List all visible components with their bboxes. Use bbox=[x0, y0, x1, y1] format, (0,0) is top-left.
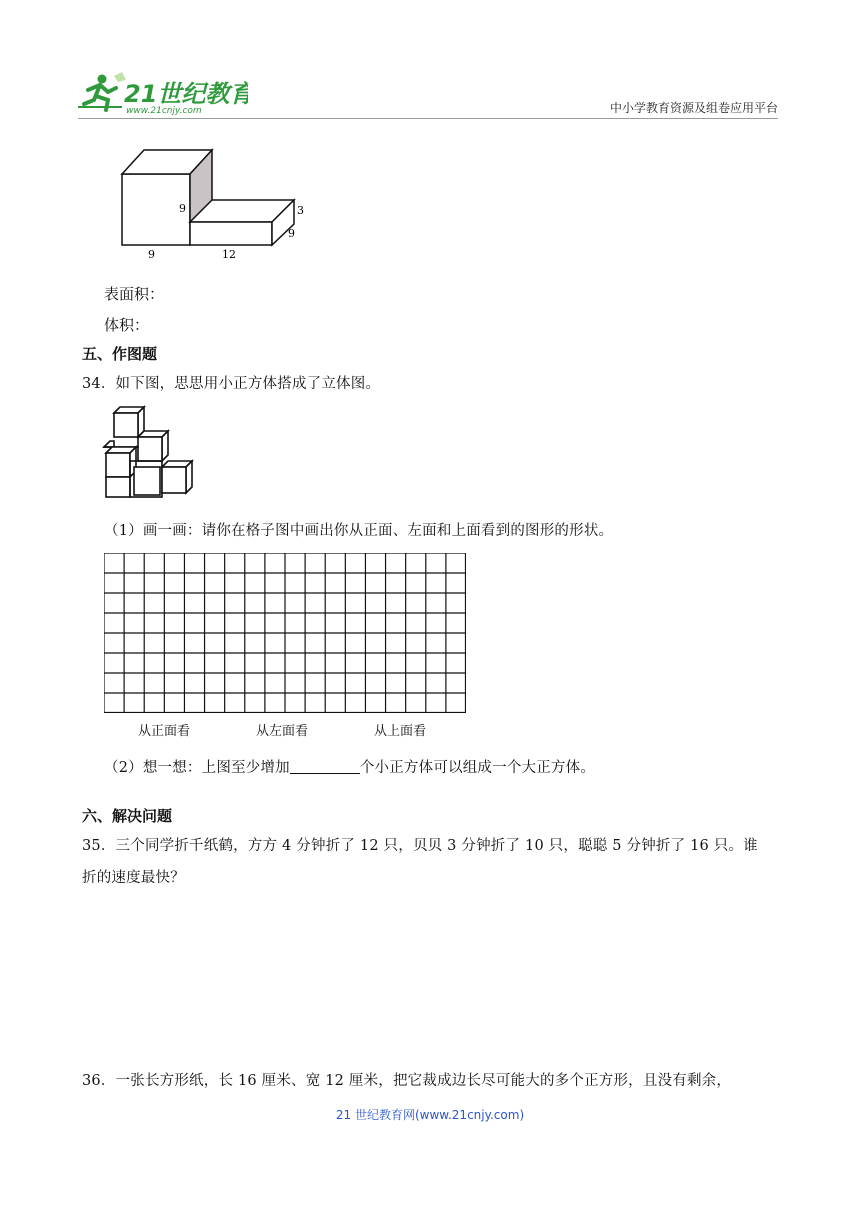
part2-suffix: 个小正方体可以组成一个大正方体。 bbox=[359, 760, 596, 776]
volume-label: 体积： bbox=[104, 316, 150, 334]
surface-area-label: 表面积： bbox=[104, 285, 165, 303]
question-35-line1: 35．三个同学折千纸鹤，方方 4 分钟折了 12 只，贝贝 3 分钟折了 10 只，聪聪 5 分钟折了 16 只。谁 bbox=[82, 838, 758, 854]
question-34: 34．如下图，思思用小正方体搭成了立体图。 bbox=[82, 376, 381, 392]
question-36-line1: 36．一张长方形纸，长 16 厘米、宽 12 厘米，把它裁成边长尽可能大的多个正方形，且没有剩余， bbox=[82, 1073, 732, 1089]
grid-label-front: 从正面看 bbox=[138, 724, 191, 739]
part2-prefix: （2）想一想：上图至少增加 bbox=[104, 760, 290, 776]
dim-label: 3 bbox=[297, 204, 304, 217]
dim-label: 12 bbox=[222, 248, 236, 261]
question-34-part1: （1）画一画：请你在格子图中画出你从正面、左面和上面看到的图形的形状。 bbox=[104, 523, 614, 539]
figure-cube-stack bbox=[100, 403, 202, 501]
section-title: 五、作图题 bbox=[82, 345, 158, 363]
platform-title: 中小学教育资源及组卷应用平台 bbox=[609, 101, 778, 115]
runner-icon bbox=[84, 72, 126, 110]
dim-label: 9 bbox=[179, 202, 186, 215]
header-divider bbox=[78, 118, 778, 119]
logo-text: 21世纪教育 bbox=[124, 80, 248, 108]
grid-label-top: 从上面看 bbox=[374, 724, 427, 739]
grid-label-left: 从左面看 bbox=[256, 724, 309, 739]
answer-blank[interactable] bbox=[290, 759, 360, 774]
footer-text: 21 世纪教育网(www.21cnjy.com) bbox=[335, 1108, 525, 1122]
question-35-line2: 折的速度最快？ bbox=[82, 870, 185, 886]
drawing-grid[interactable] bbox=[104, 553, 466, 713]
site-logo bbox=[78, 70, 248, 116]
question-34-part2 bbox=[104, 756, 595, 777]
logo-url: www.21cnjy.com bbox=[126, 106, 202, 116]
dim-label: 9 bbox=[288, 227, 295, 240]
section-title: 六、解决问题 bbox=[82, 807, 173, 825]
dim-label: 9 bbox=[148, 248, 155, 261]
figure-composite-cuboid bbox=[112, 142, 317, 264]
